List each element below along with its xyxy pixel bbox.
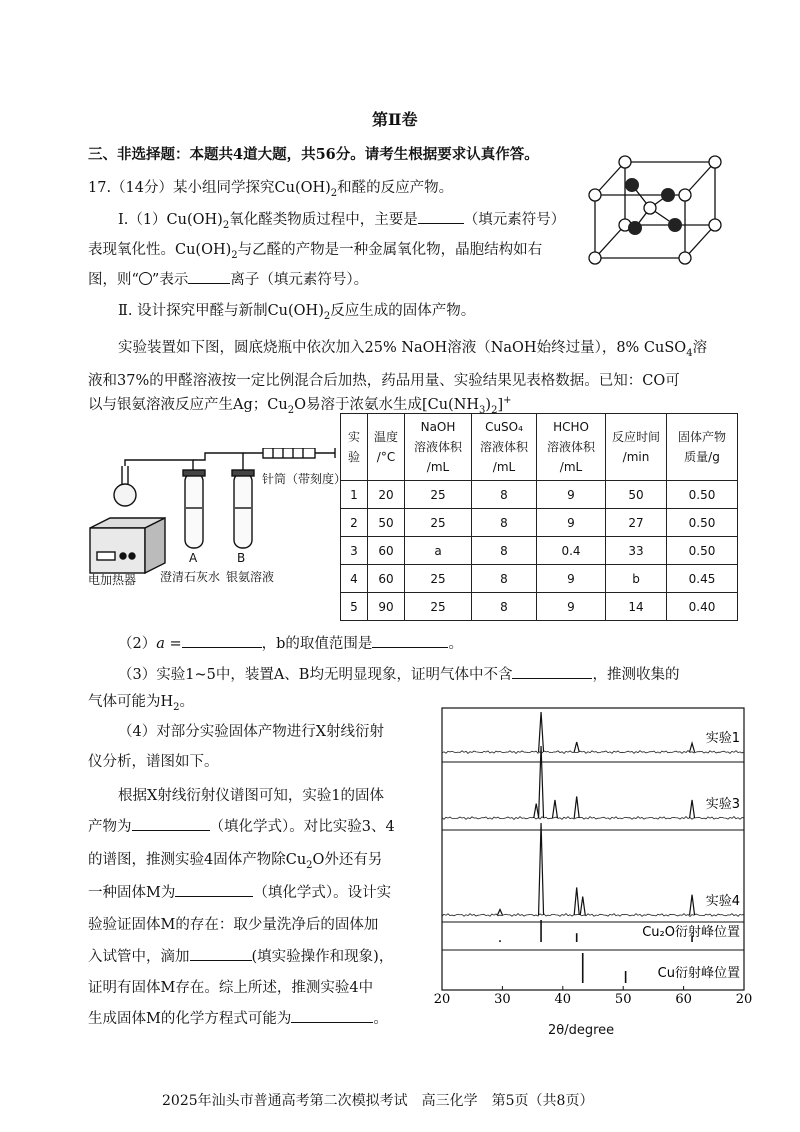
table-row: 3 60 a 8 0.4 33 0.50: [341, 537, 738, 565]
col-header-time: 反应时间 /min: [606, 414, 667, 481]
col-header-hcho: HCHO 溶液体积 /mL: [537, 414, 606, 481]
peak-2-1: [539, 746, 544, 818]
peak-3-4: [580, 897, 585, 915]
label-b: B: [237, 551, 246, 565]
table-row: 4 60 25 8 9 b 0.45: [341, 565, 738, 593]
blank-product1[interactable]: [132, 816, 210, 831]
q4-line1: （4）对部分实验固体产物进行X射线衍射: [118, 724, 385, 740]
col-header-cuso4: CuSO₄ 溶液体积 /mL: [472, 414, 537, 481]
peak-2-3: [552, 800, 557, 818]
peak-3-5: [690, 895, 695, 915]
crystal-cell-figure: [580, 150, 730, 275]
q17-para2: 液和37%的甲醛溶液按一定比例混合后加热，药品用量、实验结果见表格数据。已知：CO可: [88, 373, 680, 389]
apparatus-figure: [85, 448, 340, 588]
blank-equation[interactable]: [291, 1008, 373, 1023]
col-header-exp: 实 验: [341, 414, 368, 481]
q4-line6: 一种固体M为 （填化学式）。设计实: [88, 881, 391, 902]
series-label-3: 实验4: [705, 894, 740, 909]
x-tick-label-1: 20: [433, 992, 451, 1007]
label-a: A: [189, 551, 198, 565]
series-label-5: Cu衍射峰位置: [657, 966, 740, 981]
peak-2-4: [574, 796, 579, 818]
q2-line: （2）a = ，b的取值范围是 。: [118, 632, 463, 653]
section-title: 第Ⅱ卷: [372, 110, 418, 129]
blank-m[interactable]: [175, 882, 253, 897]
x-tick-label-5: 60: [675, 992, 692, 1007]
q17-line1: $Ⅰ.(1)Cu(OH)_2$氧化醛类物质过程中，主要是 （填元素符号）: [118, 208, 565, 231]
blank-a[interactable]: [182, 633, 262, 648]
series-label-1: 实验1: [705, 731, 740, 746]
q4-line2: 仪分析，谱图如下。: [88, 754, 219, 770]
peak-2-5: [690, 800, 695, 818]
peak-3-1: [497, 909, 502, 915]
col-header-temp: 温度 /°C: [368, 414, 405, 481]
q17-para3: 以与银氨溶液反应产生Ag；$Cu_2O$易溶于浓氨水生成$[Cu(NH_3)_2]^+$: [88, 395, 512, 416]
col-header-mass: 固体产物 质量/g: [667, 414, 738, 481]
x-tick-label-2: 30: [494, 992, 511, 1007]
q4-line10: 生成固体M的化学方程式可能为 。: [88, 1007, 388, 1028]
col-header-naoh: NaOH 溶液体积 /mL: [405, 414, 472, 481]
peak-3-3: [574, 887, 579, 915]
label-syringe: 针筒（带刻度）: [262, 472, 347, 486]
table-row: 5 90 25 8 9 14 0.40: [341, 593, 738, 621]
page-footer: 2025年汕头市普通高考第二次模拟考试 高三化学 第5页（共8页）: [162, 1093, 594, 1109]
x-tick-label-4: 50: [614, 992, 632, 1007]
blank-operation[interactable]: [190, 946, 252, 961]
q4-line9: 证明有固体M存在。综上所述，推测实验4中: [88, 980, 374, 996]
q17-line2: 表现氧化性。$Cu(OH)_2$与乙醛的产物是一种金属氧化物，晶胞结构如右: [88, 242, 543, 261]
table-header-row: [341, 414, 738, 481]
q17-header: 17.（14分）某小组同学探究$Cu(OH)_2$和醛的反应产物。: [88, 180, 454, 199]
q17-line3: 图，则“ ”表示 离子（填元素符号）。: [88, 268, 368, 289]
q4-line5: 的谱图，推测实验4固体产物除$Cu_2O$外还有另: [88, 852, 383, 871]
series-2-baseline: [442, 817, 744, 820]
label-silver-ammonia: 银氨溶液: [226, 570, 275, 584]
blank-1[interactable]: [418, 209, 464, 224]
q4-line7: 验验证固体M的存在：取少量洗净后的固体加: [88, 917, 379, 933]
x-tick-label-3: 40: [554, 992, 572, 1007]
table-row: 2 50 25 8 9 27 0.50: [341, 509, 738, 537]
q4-line8: 入试管中，滴加 (填实验操作和现象)，: [88, 945, 393, 966]
q4-line3: 根据X射线衍射仪谱图可知，实验1的固体: [118, 788, 385, 804]
q3-line1: （3）实验1~5中，装置A、B均无明显现象，证明气体中不含 ，推测收集的: [118, 663, 679, 684]
q17-part2: Ⅱ. 设计探究甲醛与新制$Cu(OH)_2$反应生成的固体产物。: [118, 303, 476, 322]
peak-3-2: [539, 823, 544, 915]
x-tick-label-6: 20: [735, 992, 753, 1007]
label-limewater: 澄清石灰水: [160, 570, 221, 584]
blank-gas[interactable]: [512, 664, 592, 679]
xrd-xlabel: 2θ/degree: [548, 1023, 615, 1038]
series-label-4: Cu₂O衍射峰位置: [642, 925, 740, 940]
blank-2[interactable]: [188, 269, 230, 284]
series-label-2: 实验3: [705, 797, 740, 812]
peak-1-2: [574, 742, 579, 752]
label-heater: 电加热器: [88, 573, 137, 587]
blank-b[interactable]: [372, 633, 448, 648]
q3-line2: 气体可能为$H_2$。: [88, 694, 195, 713]
q4-line4: 产物为 （填化学式）。对比实验3、4: [88, 815, 395, 836]
open-circle-icon: [139, 272, 152, 285]
series-3-baseline: [442, 914, 744, 917]
peak-1-3: [690, 743, 695, 752]
q17-para1: 实验装置如下图，圆底烧瓶中依次加入25% NaOH溶液（NaOH始终过量），8% CuSO$_4$溶: [118, 340, 708, 359]
peak-2-2: [534, 804, 539, 818]
table-row: 1 20 25 8 9 50 0.50: [341, 481, 738, 509]
part3-heading: 三、非选择题：本题共4道大题，共56分。请考生根据要求认真作答。: [88, 146, 539, 163]
series-1-baseline: [442, 751, 744, 754]
xrd-chart: [430, 700, 760, 1045]
experiment-table: [340, 413, 738, 621]
